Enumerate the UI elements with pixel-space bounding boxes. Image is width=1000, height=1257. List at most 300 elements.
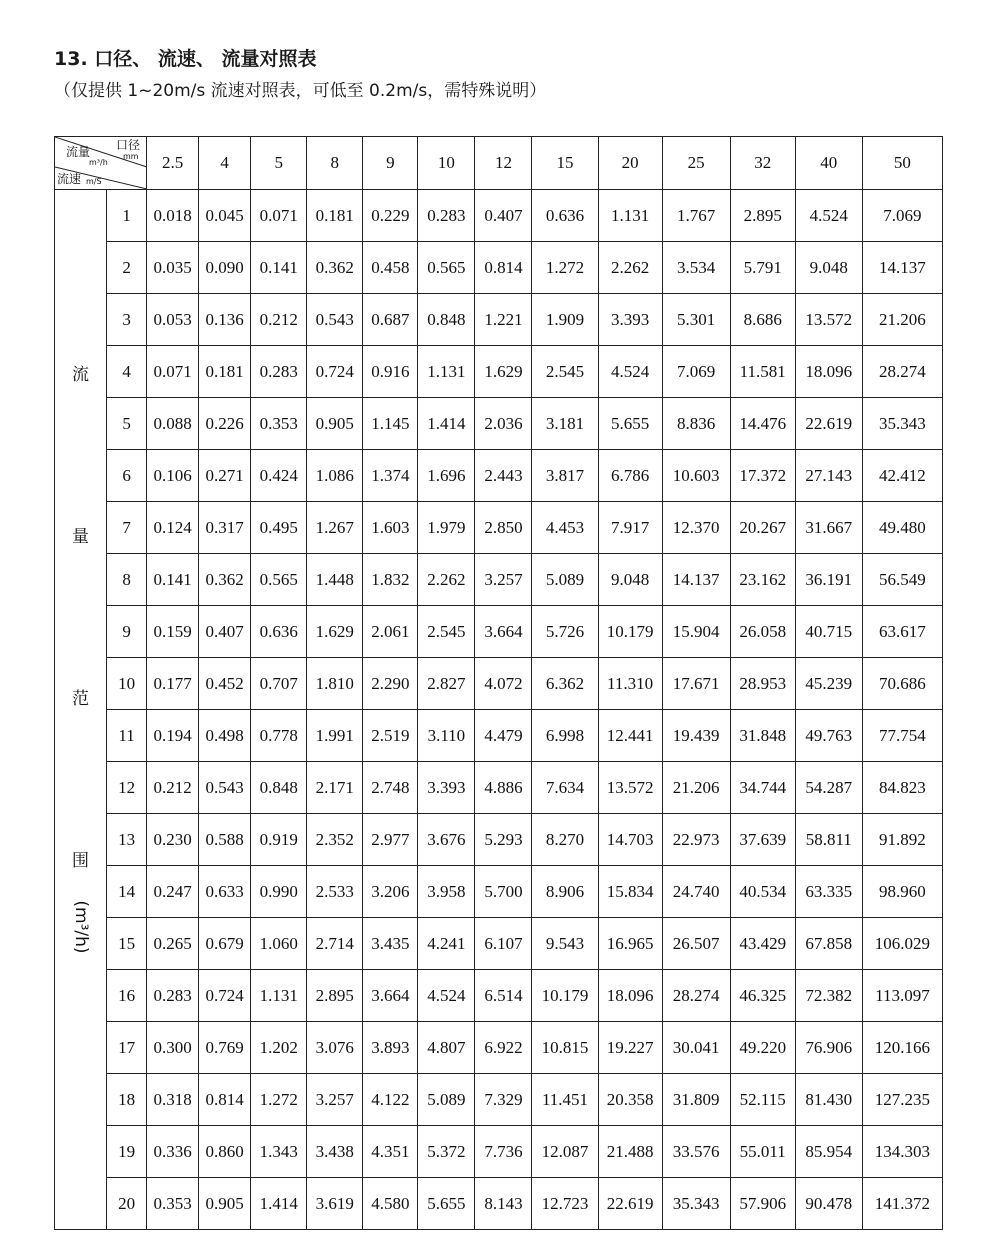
flow-value-cell: 1.832 <box>363 554 418 606</box>
flow-value-cell: 0.636 <box>251 606 307 658</box>
flow-value-cell: 0.588 <box>199 814 251 866</box>
table-row <box>55 866 943 918</box>
flow-value-cell: 10.179 <box>532 970 598 1022</box>
table-row <box>55 1074 943 1126</box>
flow-value-cell: 0.636 <box>532 190 598 242</box>
caliber-header-cell: 4 <box>199 137 251 190</box>
flow-value-cell: 10.603 <box>662 450 730 502</box>
flow-value-cell: 6.107 <box>475 918 532 970</box>
flow-value-cell: 21.206 <box>862 294 942 346</box>
flow-value-cell: 0.265 <box>147 918 199 970</box>
flow-value-cell: 3.893 <box>363 1022 418 1074</box>
flow-value-cell: 0.565 <box>251 554 307 606</box>
flow-value-cell: 20.267 <box>730 502 795 554</box>
caliber-header-cell: 5 <box>251 137 307 190</box>
flow-value-cell: 0.283 <box>418 190 475 242</box>
flow-value-cell: 15.904 <box>662 606 730 658</box>
flow-value-cell: 2.061 <box>363 606 418 658</box>
flow-value-cell: 141.372 <box>862 1178 942 1230</box>
flow-value-cell: 18.096 <box>598 970 662 1022</box>
corner-header-cell <box>55 137 147 190</box>
flow-value-cell: 14.476 <box>730 398 795 450</box>
flow-value-cell: 0.283 <box>147 970 199 1022</box>
flow-value-cell: 0.814 <box>199 1074 251 1126</box>
flow-value-cell: 0.362 <box>307 242 363 294</box>
flow-value-cell: 72.382 <box>795 970 862 1022</box>
flow-value-cell: 36.191 <box>795 554 862 606</box>
flow-value-cell: 1.603 <box>363 502 418 554</box>
flow-value-cell: 0.090 <box>199 242 251 294</box>
flow-speed-cell: 16 <box>107 970 147 1022</box>
flow-value-cell: 0.353 <box>251 398 307 450</box>
flow-value-cell: 7.069 <box>662 346 730 398</box>
flow-value-cell: 3.619 <box>307 1178 363 1230</box>
flow-value-cell: 2.171 <box>307 762 363 814</box>
caliber-header-cell: 8 <box>307 137 363 190</box>
flow-value-cell: 0.317 <box>199 502 251 554</box>
flow-value-cell: 0.336 <box>147 1126 199 1178</box>
flow-value-cell: 0.724 <box>199 970 251 1022</box>
table-row <box>55 346 943 398</box>
flow-value-cell: 28.953 <box>730 658 795 710</box>
table-row <box>55 294 943 346</box>
table-row <box>55 658 943 710</box>
flow-speed-cell: 1 <box>107 190 147 242</box>
flow-value-cell: 1.374 <box>363 450 418 502</box>
flow-value-cell: 7.329 <box>475 1074 532 1126</box>
flow-speed-cell: 9 <box>107 606 147 658</box>
flow-value-cell: 0.769 <box>199 1022 251 1074</box>
flow-value-cell: 0.300 <box>147 1022 199 1074</box>
flow-value-cell: 40.715 <box>795 606 862 658</box>
flow-value-cell: 35.343 <box>862 398 942 450</box>
flow-speed-cell: 5 <box>107 398 147 450</box>
table-row <box>55 814 943 866</box>
table-row <box>55 1178 943 1230</box>
flow-value-cell: 5.372 <box>418 1126 475 1178</box>
flow-value-cell: 11.451 <box>532 1074 598 1126</box>
flow-value-cell: 0.407 <box>199 606 251 658</box>
flow-value-cell: 10.179 <box>598 606 662 658</box>
flow-value-cell: 11.310 <box>598 658 662 710</box>
flow-value-cell: 6.362 <box>532 658 598 710</box>
flow-unit: m³/h <box>89 158 108 167</box>
flow-value-cell: 0.194 <box>147 710 199 762</box>
side-label-char: 量 <box>72 527 90 547</box>
flow-value-cell: 1.979 <box>418 502 475 554</box>
table-row <box>55 450 943 502</box>
flow-value-cell: 12.723 <box>532 1178 598 1230</box>
flow-value-cell: 31.667 <box>795 502 862 554</box>
flow-value-cell: 23.162 <box>730 554 795 606</box>
flow-value-cell: 0.814 <box>475 242 532 294</box>
flow-value-cell: 0.018 <box>147 190 199 242</box>
flow-value-cell: 22.619 <box>795 398 862 450</box>
flow-value-cell: 5.089 <box>532 554 598 606</box>
flow-value-cell: 19.439 <box>662 710 730 762</box>
flow-value-cell: 0.407 <box>475 190 532 242</box>
flow-value-cell: 7.069 <box>862 190 942 242</box>
caliber-unit: mm <box>123 152 139 161</box>
flow-value-cell: 5.655 <box>598 398 662 450</box>
flow-value-cell: 5.293 <box>475 814 532 866</box>
speed-label: 流速 <box>57 172 82 186</box>
flow-value-cell: 0.860 <box>199 1126 251 1178</box>
flow-value-cell: 0.124 <box>147 502 199 554</box>
flow-value-cell: 1.991 <box>307 710 363 762</box>
flow-value-cell: 0.071 <box>147 346 199 398</box>
flow-value-cell: 76.906 <box>795 1022 862 1074</box>
flow-value-cell: 0.212 <box>251 294 307 346</box>
flow-value-cell: 0.088 <box>147 398 199 450</box>
flow-value-cell: 4.241 <box>418 918 475 970</box>
caliber-header-cell: 25 <box>662 137 730 190</box>
caliber-label: 口径 <box>116 138 141 152</box>
flow-value-cell: 7.736 <box>475 1126 532 1178</box>
flow-value-cell: 21.488 <box>598 1126 662 1178</box>
flow-value-cell: 67.858 <box>795 918 862 970</box>
flow-value-cell: 4.886 <box>475 762 532 814</box>
caliber-header-cell: 50 <box>862 137 942 190</box>
flow-value-cell: 9.048 <box>598 554 662 606</box>
flow-rate-table <box>54 136 943 1230</box>
flow-value-cell: 3.257 <box>475 554 532 606</box>
flow-value-cell: 2.519 <box>363 710 418 762</box>
flow-value-cell: 43.429 <box>730 918 795 970</box>
flow-value-cell: 24.740 <box>662 866 730 918</box>
flow-value-cell: 42.412 <box>862 450 942 502</box>
flow-value-cell: 4.524 <box>418 970 475 1022</box>
flow-value-cell: 98.960 <box>862 866 942 918</box>
flow-value-cell: 2.748 <box>363 762 418 814</box>
flow-value-cell: 3.817 <box>532 450 598 502</box>
flow-value-cell: 9.048 <box>795 242 862 294</box>
flow-value-cell: 49.763 <box>795 710 862 762</box>
side-label-char: 围 <box>72 851 90 871</box>
flow-value-cell: 1.086 <box>307 450 363 502</box>
flow-value-cell: 37.639 <box>730 814 795 866</box>
caliber-header-cell: 12 <box>475 137 532 190</box>
flow-value-cell: 3.676 <box>418 814 475 866</box>
table-row <box>55 710 943 762</box>
flow-value-cell: 46.325 <box>730 970 795 1022</box>
caliber-header-cell: 15 <box>532 137 598 190</box>
flow-value-cell: 0.045 <box>199 190 251 242</box>
flow-value-cell: 4.453 <box>532 502 598 554</box>
flow-value-cell: 0.990 <box>251 866 307 918</box>
flow-value-cell: 27.143 <box>795 450 862 502</box>
flow-value-cell: 1.145 <box>363 398 418 450</box>
flow-value-cell: 0.679 <box>199 918 251 970</box>
flow-value-cell: 3.181 <box>532 398 598 450</box>
flow-value-cell: 0.452 <box>199 658 251 710</box>
table-row <box>55 1022 943 1074</box>
flow-value-cell: 52.115 <box>730 1074 795 1126</box>
flow-value-cell: 0.226 <box>199 398 251 450</box>
flow-value-cell: 10.815 <box>532 1022 598 1074</box>
flow-value-cell: 33.576 <box>662 1126 730 1178</box>
flow-value-cell: 0.724 <box>307 346 363 398</box>
flow-value-cell: 22.973 <box>662 814 730 866</box>
flow-value-cell: 5.791 <box>730 242 795 294</box>
flow-speed-cell: 12 <box>107 762 147 814</box>
caliber-header-cell: 20 <box>598 137 662 190</box>
flow-speed-cell: 14 <box>107 866 147 918</box>
table-row <box>55 554 943 606</box>
flow-value-cell: 26.507 <box>662 918 730 970</box>
table-row <box>55 606 943 658</box>
flow-value-cell: 0.230 <box>147 814 199 866</box>
flow-value-cell: 0.424 <box>251 450 307 502</box>
flow-value-cell: 1.272 <box>532 242 598 294</box>
flow-value-cell: 16.965 <box>598 918 662 970</box>
header-row <box>55 137 943 190</box>
flow-value-cell: 6.922 <box>475 1022 532 1074</box>
caliber-header-cell: 9 <box>363 137 418 190</box>
flow-value-cell: 0.633 <box>199 866 251 918</box>
flow-value-cell: 0.318 <box>147 1074 199 1126</box>
flow-value-cell: 7.917 <box>598 502 662 554</box>
flow-value-cell: 0.543 <box>307 294 363 346</box>
flow-value-cell: 0.136 <box>199 294 251 346</box>
flow-value-cell: 28.274 <box>862 346 942 398</box>
flow-value-cell: 58.811 <box>795 814 862 866</box>
flow-value-cell: 12.087 <box>532 1126 598 1178</box>
flow-value-cell: 0.362 <box>199 554 251 606</box>
flow-value-cell: 0.141 <box>251 242 307 294</box>
flow-label: 流量 <box>66 145 91 159</box>
flow-value-cell: 13.572 <box>598 762 662 814</box>
flow-value-cell: 18.096 <box>795 346 862 398</box>
flow-value-cell: 17.671 <box>662 658 730 710</box>
flow-value-cell: 0.905 <box>307 398 363 450</box>
flow-value-cell: 2.827 <box>418 658 475 710</box>
flow-value-cell: 0.181 <box>199 346 251 398</box>
flow-value-cell: 134.303 <box>862 1126 942 1178</box>
flow-value-cell: 9.543 <box>532 918 598 970</box>
flow-value-cell: 28.274 <box>662 970 730 1022</box>
flow-range-side-label <box>55 190 107 1230</box>
side-label-char: 范 <box>72 689 90 709</box>
flow-value-cell: 2.290 <box>363 658 418 710</box>
table-row <box>55 918 943 970</box>
caliber-header-cell: 10 <box>418 137 475 190</box>
flow-value-cell: 0.565 <box>418 242 475 294</box>
flow-value-cell: 0.458 <box>363 242 418 294</box>
flow-value-cell: 0.212 <box>147 762 199 814</box>
flow-value-cell: 1.767 <box>662 190 730 242</box>
flow-value-cell: 90.478 <box>795 1178 862 1230</box>
flow-value-cell: 8.143 <box>475 1178 532 1230</box>
flow-value-cell: 12.441 <box>598 710 662 762</box>
table-row <box>55 1126 943 1178</box>
flow-value-cell: 4.351 <box>363 1126 418 1178</box>
flow-value-cell: 8.836 <box>662 398 730 450</box>
flow-value-cell: 11.581 <box>730 346 795 398</box>
flow-value-cell: 6.998 <box>532 710 598 762</box>
flow-value-cell: 1.221 <box>475 294 532 346</box>
flow-speed-cell: 7 <box>107 502 147 554</box>
flow-speed-cell: 17 <box>107 1022 147 1074</box>
flow-value-cell: 0.919 <box>251 814 307 866</box>
flow-value-cell: 3.435 <box>363 918 418 970</box>
flow-value-cell: 0.159 <box>147 606 199 658</box>
flow-value-cell: 1.414 <box>251 1178 307 1230</box>
flow-value-cell: 8.270 <box>532 814 598 866</box>
flow-value-cell: 30.041 <box>662 1022 730 1074</box>
flow-value-cell: 3.958 <box>418 866 475 918</box>
flow-value-cell: 7.634 <box>532 762 598 814</box>
flow-speed-cell: 13 <box>107 814 147 866</box>
table-row <box>55 398 943 450</box>
flow-value-cell: 0.905 <box>199 1178 251 1230</box>
table-row <box>55 970 943 1022</box>
side-label-char: 流 <box>72 365 90 385</box>
flow-speed-cell: 15 <box>107 918 147 970</box>
flow-value-cell: 0.035 <box>147 242 199 294</box>
flow-value-cell: 1.448 <box>307 554 363 606</box>
flow-value-cell: 45.239 <box>795 658 862 710</box>
flow-value-cell: 21.206 <box>662 762 730 814</box>
flow-value-cell: 55.011 <box>730 1126 795 1178</box>
flow-value-cell: 2.533 <box>307 866 363 918</box>
flow-value-cell: 13.572 <box>795 294 862 346</box>
flow-value-cell: 22.619 <box>598 1178 662 1230</box>
flow-value-cell: 19.227 <box>598 1022 662 1074</box>
flow-value-cell: 106.029 <box>862 918 942 970</box>
flow-speed-cell: 19 <box>107 1126 147 1178</box>
flow-speed-cell: 2 <box>107 242 147 294</box>
flow-value-cell: 17.372 <box>730 450 795 502</box>
speed-unit: m/S <box>86 177 102 186</box>
flow-value-cell: 0.543 <box>199 762 251 814</box>
flow-value-cell: 8.906 <box>532 866 598 918</box>
flow-value-cell: 2.850 <box>475 502 532 554</box>
page-subtitle: （仅提供 1~20m/s 流速对照表，可低至 0.2m/s，需特殊说明） <box>54 81 547 101</box>
flow-value-cell: 2.352 <box>307 814 363 866</box>
flow-value-cell: 2.036 <box>475 398 532 450</box>
flow-value-cell: 63.617 <box>862 606 942 658</box>
flow-value-cell: 4.807 <box>418 1022 475 1074</box>
flow-value-cell: 113.097 <box>862 970 942 1022</box>
flow-value-cell: 56.549 <box>862 554 942 606</box>
flow-speed-cell: 11 <box>107 710 147 762</box>
flow-value-cell: 3.257 <box>307 1074 363 1126</box>
flow-value-cell: 5.700 <box>475 866 532 918</box>
flow-value-cell: 4.524 <box>598 346 662 398</box>
flow-value-cell: 3.664 <box>475 606 532 658</box>
flow-value-cell: 4.580 <box>363 1178 418 1230</box>
flow-value-cell: 0.229 <box>363 190 418 242</box>
flow-value-cell: 3.664 <box>363 970 418 1022</box>
flow-value-cell: 31.848 <box>730 710 795 762</box>
flow-value-cell: 40.534 <box>730 866 795 918</box>
flow-value-cell: 1.810 <box>307 658 363 710</box>
flow-value-cell: 0.707 <box>251 658 307 710</box>
table-row <box>55 190 943 242</box>
flow-value-cell: 77.754 <box>862 710 942 762</box>
flow-value-cell: 5.655 <box>418 1178 475 1230</box>
flow-value-cell: 91.892 <box>862 814 942 866</box>
flow-value-cell: 1.414 <box>418 398 475 450</box>
flow-value-cell: 81.430 <box>795 1074 862 1126</box>
caliber-header-cell: 40 <box>795 137 862 190</box>
flow-value-cell: 3.438 <box>307 1126 363 1178</box>
flow-value-cell: 0.177 <box>147 658 199 710</box>
flow-value-cell: 2.714 <box>307 918 363 970</box>
flow-value-cell: 1.202 <box>251 1022 307 1074</box>
flow-value-cell: 1.629 <box>475 346 532 398</box>
flow-value-cell: 0.106 <box>147 450 199 502</box>
flow-speed-cell: 20 <box>107 1178 147 1230</box>
flow-value-cell: 3.206 <box>363 866 418 918</box>
flow-speed-cell: 3 <box>107 294 147 346</box>
flow-value-cell: 127.235 <box>862 1074 942 1126</box>
flow-value-cell: 54.287 <box>795 762 862 814</box>
flow-value-cell: 0.141 <box>147 554 199 606</box>
flow-value-cell: 20.358 <box>598 1074 662 1126</box>
flow-value-cell: 0.353 <box>147 1178 199 1230</box>
table-row <box>55 502 943 554</box>
flow-value-cell: 1.909 <box>532 294 598 346</box>
flow-value-cell: 6.514 <box>475 970 532 1022</box>
flow-value-cell: 2.545 <box>418 606 475 658</box>
flow-value-cell: 3.534 <box>662 242 730 294</box>
flow-value-cell: 15.834 <box>598 866 662 918</box>
flow-speed-cell: 10 <box>107 658 147 710</box>
flow-value-cell: 84.823 <box>862 762 942 814</box>
flow-value-cell: 1.131 <box>251 970 307 1022</box>
flow-value-cell: 0.053 <box>147 294 199 346</box>
flow-value-cell: 120.166 <box>862 1022 942 1074</box>
flow-value-cell: 2.443 <box>475 450 532 502</box>
flow-value-cell: 0.848 <box>251 762 307 814</box>
flow-value-cell: 6.786 <box>598 450 662 502</box>
flow-value-cell: 26.058 <box>730 606 795 658</box>
flow-value-cell: 63.335 <box>795 866 862 918</box>
flow-value-cell: 5.301 <box>662 294 730 346</box>
flow-value-cell: 57.906 <box>730 1178 795 1230</box>
flow-value-cell: 0.181 <box>307 190 363 242</box>
flow-value-cell: 2.895 <box>307 970 363 1022</box>
flow-value-cell: 4.122 <box>363 1074 418 1126</box>
flow-value-cell: 0.778 <box>251 710 307 762</box>
flow-value-cell: 0.495 <box>251 502 307 554</box>
flow-value-cell: 1.272 <box>251 1074 307 1126</box>
flow-value-cell: 3.076 <box>307 1022 363 1074</box>
flow-value-cell: 4.479 <box>475 710 532 762</box>
flow-value-cell: 14.703 <box>598 814 662 866</box>
flow-value-cell: 1.343 <box>251 1126 307 1178</box>
flow-value-cell: 5.726 <box>532 606 598 658</box>
flow-value-cell: 49.480 <box>862 502 942 554</box>
flow-value-cell: 70.686 <box>862 658 942 710</box>
flow-value-cell: 2.262 <box>418 554 475 606</box>
flow-value-cell: 2.262 <box>598 242 662 294</box>
flow-value-cell: 0.271 <box>199 450 251 502</box>
flow-value-cell: 3.393 <box>418 762 475 814</box>
flow-value-cell: 0.283 <box>251 346 307 398</box>
flow-value-cell: 0.247 <box>147 866 199 918</box>
table-row <box>55 242 943 294</box>
flow-value-cell: 31.809 <box>662 1074 730 1126</box>
flow-value-cell: 3.393 <box>598 294 662 346</box>
flow-value-cell: 0.071 <box>251 190 307 242</box>
flow-value-cell: 2.895 <box>730 190 795 242</box>
caliber-header-cell: 32 <box>730 137 795 190</box>
flow-value-cell: 4.072 <box>475 658 532 710</box>
flow-value-cell: 34.744 <box>730 762 795 814</box>
